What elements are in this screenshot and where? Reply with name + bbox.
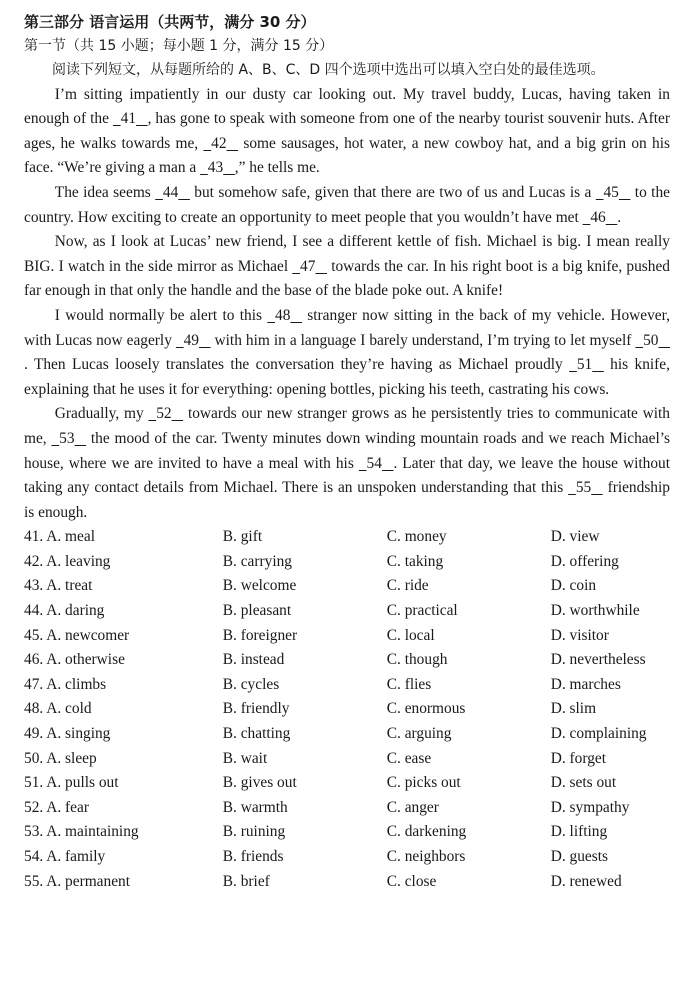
option-a-text: A. sleep bbox=[46, 749, 97, 767]
blank-52: 52 bbox=[156, 405, 172, 423]
option-a-text: A. pulls out bbox=[46, 774, 119, 792]
question-number: 45. bbox=[24, 626, 44, 644]
option-row-52 bbox=[24, 796, 670, 821]
option-d: D. view bbox=[550, 528, 600, 546]
option-b: B. gives out bbox=[222, 774, 297, 792]
option-b: B. wait bbox=[222, 749, 268, 767]
option-c: C. ride bbox=[386, 577, 429, 595]
blank-42: 42 bbox=[211, 134, 227, 152]
passage-text: the mood of the car. Twenty minutes down winding mountain roads and we reach Michael’s house, where we are invited to have a meal with his bbox=[24, 429, 671, 472]
question-number: 47. bbox=[24, 675, 44, 693]
passage-paragraph-1 bbox=[24, 83, 670, 181]
option-d: D. guests bbox=[550, 848, 609, 865]
option-a-text: A. permanent bbox=[46, 872, 131, 890]
option-a bbox=[24, 747, 223, 772]
option-c: C. picks out bbox=[386, 774, 461, 792]
option-d: D. forget bbox=[550, 749, 607, 767]
blank-47: 47 bbox=[300, 257, 316, 275]
option-c: C. arguing bbox=[386, 725, 452, 743]
question-number: 44. bbox=[24, 602, 44, 620]
option-row-41 bbox=[24, 525, 670, 550]
instruction: 阅读下列短文，从每题所给的 A、B、C、D 四个选项中选出可以填入空白处的最佳选项。 bbox=[52, 62, 605, 78]
passage-text: towards the car. In his right boot is a big knife, pushed far enough in that only the handle and the base of the blade poke out. A knife! bbox=[24, 257, 670, 300]
blank-49: 49 bbox=[183, 331, 199, 349]
option-b: B. pleasant bbox=[222, 602, 292, 620]
option-row-44 bbox=[24, 599, 670, 624]
option-c: C. ease bbox=[386, 749, 432, 767]
option-a bbox=[24, 525, 223, 550]
option-a-text: A. singing bbox=[46, 725, 111, 743]
passage-text: The idea seems bbox=[54, 183, 156, 201]
subsection-title: 第一节（共 15 小题；每小题 1 分，满分 15 分） bbox=[24, 38, 334, 54]
question-number: 41. bbox=[24, 528, 44, 546]
option-a-text: A. climbs bbox=[46, 675, 107, 693]
option-d: D. sympathy bbox=[550, 798, 630, 816]
question-number: 42. bbox=[24, 552, 44, 570]
blank-55: 55 bbox=[575, 479, 592, 497]
option-d: D. coin bbox=[550, 577, 597, 595]
option-d: D. lifting bbox=[550, 823, 608, 841]
option-c: C. close bbox=[386, 872, 437, 890]
option-d: D. sets out bbox=[550, 774, 617, 792]
option-b: B. carrying bbox=[222, 552, 293, 570]
blank-53: 53 bbox=[59, 429, 75, 447]
question-number: 50. bbox=[24, 749, 44, 767]
option-d: D. nevertheless bbox=[550, 651, 646, 669]
passage-text: but somehow safe, given that there are two of us and Lucas is a bbox=[189, 183, 596, 201]
option-row-50 bbox=[24, 747, 670, 772]
option-c: C. enormous bbox=[386, 700, 466, 718]
blank-41: 41 bbox=[120, 110, 137, 128]
option-a bbox=[24, 550, 223, 575]
option-b: B. welcome bbox=[222, 577, 297, 595]
option-row-48 bbox=[24, 697, 670, 722]
section-title: 第三部分 语言运用（共两节，满分 30 分） bbox=[24, 13, 316, 31]
option-a bbox=[24, 771, 223, 796]
question-number: 46. bbox=[24, 651, 44, 669]
option-c: C. darkening bbox=[386, 823, 467, 841]
option-row-43 bbox=[24, 574, 670, 599]
option-a bbox=[24, 648, 223, 673]
option-a-text: A. meal bbox=[46, 528, 95, 546]
question-number: 51. bbox=[24, 774, 44, 792]
option-d: D. slim bbox=[550, 700, 597, 718]
option-a bbox=[24, 574, 223, 599]
option-row-55 bbox=[24, 870, 670, 895]
option-row-54 bbox=[24, 845, 670, 870]
passage-text: Now, as I look at Lucas’ new friend, I see a different kettle of fish. Michael is big. I mean really BIG. I watch in the side mirror as Michael bbox=[24, 233, 670, 275]
option-b: B. instead bbox=[222, 651, 285, 669]
option-row-51 bbox=[24, 771, 670, 796]
option-row-53 bbox=[24, 820, 670, 845]
option-a-text: A. family bbox=[46, 848, 106, 865]
option-a-text: A. maintaining bbox=[46, 823, 139, 841]
option-b: B. friendly bbox=[222, 700, 290, 718]
passage-text: . bbox=[617, 208, 622, 226]
option-b: B. brief bbox=[222, 872, 270, 890]
option-a-text: A. leaving bbox=[46, 552, 111, 570]
option-a bbox=[24, 722, 223, 747]
question-number: 49. bbox=[24, 725, 44, 743]
blank-51: 51 bbox=[576, 356, 593, 374]
blank-45: 45 bbox=[603, 183, 619, 201]
passage-text: I’m sitting impatiently in our dusty car looking out. My travel buddy, Lucas, having taken in enough of the bbox=[24, 85, 670, 128]
passage-paragraph-5 bbox=[24, 402, 670, 525]
option-a bbox=[24, 820, 223, 845]
option-a bbox=[24, 870, 223, 895]
option-d: D. complaining bbox=[550, 725, 647, 743]
option-c: C. taking bbox=[386, 552, 444, 570]
option-b: B. gift bbox=[222, 528, 263, 546]
option-d: D. worthwhile bbox=[550, 602, 640, 620]
option-b: B. cycles bbox=[222, 675, 280, 693]
option-b: B. chatting bbox=[222, 725, 291, 743]
option-row-49 bbox=[24, 722, 670, 747]
passage-text: towards our new stranger grows as he persistently tries to communicate with me, bbox=[24, 405, 670, 447]
option-c: C. anger bbox=[386, 798, 439, 816]
passage-text: friendship is enough. bbox=[24, 479, 670, 521]
option-c: C. neighbors bbox=[386, 848, 466, 865]
option-row-46 bbox=[24, 648, 670, 673]
passage-text: ,” he tells me. bbox=[234, 159, 320, 177]
option-a-text: A. newcomer bbox=[46, 626, 130, 644]
question-number: 54. bbox=[24, 848, 44, 865]
blank-44: 44 bbox=[162, 183, 179, 201]
question-number: 52. bbox=[24, 798, 44, 816]
question-number: 43. bbox=[24, 577, 44, 595]
passage-paragraph-2 bbox=[24, 181, 670, 230]
option-a-text: A. treat bbox=[46, 577, 93, 595]
option-row-47 bbox=[24, 673, 670, 698]
passage-text: I would normally be alert to this bbox=[54, 306, 268, 324]
passage-text: . Later that day, we leave the house without taking any contact details from Michael. There is an unspoken understanding that this bbox=[24, 454, 671, 497]
question-number: 48. bbox=[24, 700, 44, 718]
blank-46: 46 bbox=[590, 208, 606, 226]
option-d: D. renewed bbox=[550, 872, 622, 890]
passage-paragraph-4 bbox=[24, 304, 670, 402]
option-a bbox=[24, 599, 223, 624]
options-list bbox=[24, 525, 670, 894]
blank-43: 43 bbox=[207, 159, 224, 177]
passage-text: . Then Lucas loosely translates the conversation they’re having as Michael proudly bbox=[24, 356, 570, 374]
blank-54: 54 bbox=[366, 454, 382, 472]
passage-text: , has gone to speak with someone from one of the nearby tourist souvenir huts. After ages, he walks towards me, bbox=[24, 110, 670, 152]
passage-text: with him in a language I barely understand, I’m trying to let myself bbox=[210, 331, 636, 349]
option-row-45 bbox=[24, 624, 670, 649]
option-a bbox=[24, 624, 223, 649]
option-c: C. practical bbox=[386, 602, 458, 620]
option-b: B. ruining bbox=[222, 823, 286, 841]
option-d: D. offering bbox=[550, 552, 619, 570]
option-d: D. marches bbox=[550, 675, 621, 693]
option-c: C. flies bbox=[386, 675, 432, 693]
option-a-text: A. fear bbox=[46, 798, 89, 816]
option-a-text: A. cold bbox=[46, 700, 92, 718]
option-b: B. friends bbox=[222, 848, 284, 865]
option-b: B. warmth bbox=[222, 798, 288, 816]
option-row-42 bbox=[24, 550, 670, 575]
blank-50: 50 bbox=[643, 331, 659, 349]
option-a bbox=[24, 796, 223, 821]
question-number: 53. bbox=[24, 823, 44, 841]
option-a-text: A. daring bbox=[46, 602, 105, 620]
passage-text: to the country. How exciting to create an opportunity to meet people that you wouldn’t have met bbox=[24, 183, 670, 226]
option-c: C. money bbox=[386, 528, 447, 546]
option-a bbox=[24, 697, 223, 722]
question-number: 55. bbox=[24, 872, 44, 890]
passage-paragraph-3 bbox=[24, 230, 670, 304]
option-a bbox=[24, 673, 223, 698]
passage-text: some sausages, hot water, a new cowboy hat, and a big grin on his face. “We’re giving a man a bbox=[24, 134, 670, 177]
option-b: B. foreigner bbox=[222, 626, 298, 644]
option-c: C. though bbox=[386, 651, 448, 669]
passage-text: his knife, explaining that he uses it for everything: opening bottles, picking his teeth, castrating his cows. bbox=[24, 356, 670, 398]
option-a bbox=[24, 845, 223, 870]
passage-text: stranger now sitting in the back of my vehicle. However, with Lucas now eagerly bbox=[24, 306, 670, 349]
option-c: C. local bbox=[386, 626, 435, 644]
passage-text: Gradually, my bbox=[54, 405, 149, 423]
option-d: D. visitor bbox=[550, 626, 609, 644]
blank-48: 48 bbox=[275, 306, 291, 324]
option-a-text: A. otherwise bbox=[46, 651, 125, 669]
